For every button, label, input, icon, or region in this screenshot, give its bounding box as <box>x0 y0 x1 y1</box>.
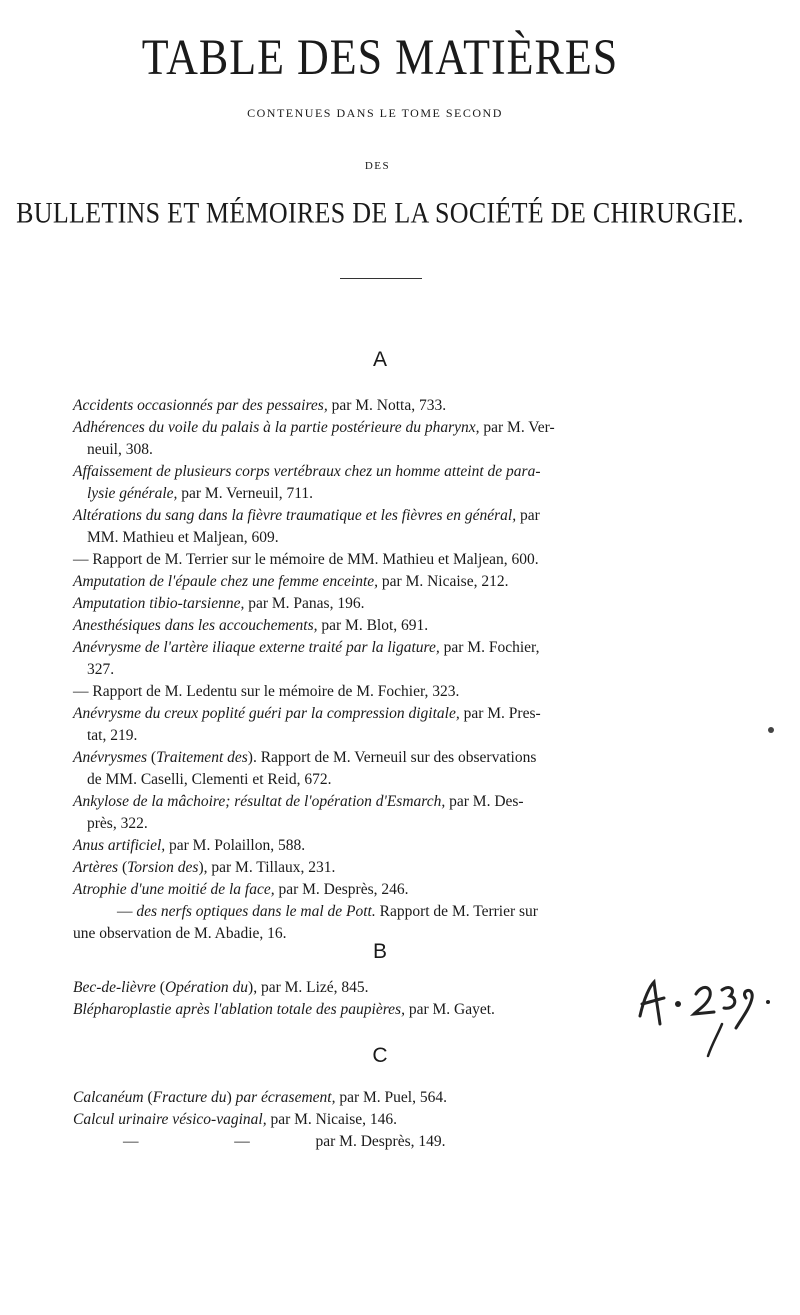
entry-text: 327. <box>87 661 115 678</box>
entry-line <box>73 725 695 747</box>
toc-entry <box>73 505 695 549</box>
toc-entry <box>73 395 695 417</box>
toc-entry <box>73 615 695 637</box>
entry-text: par M. Notta, 733. <box>327 397 447 414</box>
entry-text: ( <box>143 1089 153 1106</box>
entry-italic: Bec-de-lièvre <box>73 979 156 996</box>
entry-italic: Amputation tibio-tarsienne, <box>73 595 245 612</box>
entry-text: ) <box>226 1089 236 1106</box>
toc-entry <box>73 681 695 703</box>
entry-line <box>73 483 695 505</box>
entry-text: ( <box>118 859 128 876</box>
entry-italic: Atrophie d'une moitié de la face, <box>73 881 275 898</box>
toc-entry <box>73 1087 695 1109</box>
entry-line <box>73 505 695 527</box>
entry-text: ). Rapport de M. Verneuil sur des observations <box>247 749 537 766</box>
entry-italic: Adhérences du voile du palais à la partie postérieure du pharynx, <box>73 419 480 436</box>
page-title: TABLE DES MATIÈRES <box>141 29 619 86</box>
entry-italic: Calcul urinaire vésico-vaginal, <box>73 1111 267 1128</box>
entry-line <box>73 461 695 483</box>
entry-line <box>73 879 695 901</box>
entry-italic: Amputation de l'épaule chez une femme enceinte, <box>73 573 379 590</box>
entry-italic: par écrasement, <box>235 1089 336 1106</box>
entry-dash <box>73 901 695 945</box>
toc-entry <box>73 461 695 505</box>
dash-mark: — <box>117 903 133 920</box>
toc-entry <box>73 857 695 879</box>
dash-mark: — <box>123 1133 139 1150</box>
entry-text: de MM. Caselli, Clementi et Reid, 672. <box>87 771 332 788</box>
entry-text: par M. Puel, 564. <box>335 1089 447 1106</box>
entry-text: par M. Des- <box>445 793 524 810</box>
entry-line <box>73 999 695 1021</box>
entry-line <box>73 637 695 659</box>
section-c-entries <box>73 1087 695 1153</box>
entry-text: près, 322. <box>87 815 148 832</box>
section-b-entries <box>73 977 695 1021</box>
entry-italic: Artères <box>73 859 119 876</box>
toc-entry <box>73 835 695 857</box>
entry-text: Rapport de M. Terrier sur <box>375 903 538 920</box>
ink-speck <box>768 727 774 733</box>
toc-entry <box>73 417 695 461</box>
entry-line <box>73 813 695 835</box>
toc-entry <box>73 977 695 999</box>
toc-entry <box>73 593 695 615</box>
entry-text: ), par M. Tillaux, 231. <box>198 859 336 876</box>
entry-text: par M. Ver- <box>479 419 555 436</box>
entry-text: par M. Nicaise, 146. <box>266 1111 398 1128</box>
toc-entry <box>73 703 695 747</box>
entry-text: par M. Desprès, 246. <box>274 881 409 898</box>
entry-text: ( <box>155 979 165 996</box>
entry-italic: Affaissement de plusieurs corps vertébraux chez un homme atteint de para- <box>73 463 541 480</box>
subtitle-line1: CONTENUES DANS LE TOME SECOND <box>247 106 503 120</box>
entry-line <box>73 527 695 549</box>
toc-entry <box>73 571 695 593</box>
entry-line <box>73 1087 695 1109</box>
subtitle-line3: BULLETINS ET MÉMOIRES DE LA SOCIÉTÉ DE CHIRURGIE. <box>16 196 744 230</box>
entry-line <box>73 835 695 857</box>
entry-italic: Altérations du sang dans la fièvre traumatique et les fièvres en général, <box>73 507 517 524</box>
section-a-entries <box>73 395 695 945</box>
entry-line <box>73 659 695 681</box>
entry-text: par M. Desprès, 149. <box>315 1133 446 1150</box>
entry-text: ( <box>147 749 157 766</box>
entry-line <box>73 703 695 725</box>
entry-italic: Accidents occasionnés par des pessaires, <box>73 397 328 414</box>
entry-line <box>73 439 695 461</box>
entry-text: par M. Pres- <box>459 705 541 722</box>
entry-italic: Torsion des <box>127 859 199 876</box>
entry-line <box>73 747 695 769</box>
entry-line <box>73 791 695 813</box>
entry-text: par M. Gayet. <box>404 1001 495 1018</box>
entry-line <box>73 681 695 703</box>
entry-text: par M. Panas, 196. <box>244 595 365 612</box>
toc-entry <box>73 637 695 681</box>
section-letter-b: B <box>372 940 387 963</box>
subtitle-line2: DES <box>364 160 391 172</box>
section-letter-c: C <box>372 1044 388 1067</box>
entry-line <box>73 1109 695 1131</box>
entry-text: ), par M. Lizé, 845. <box>248 979 369 996</box>
entry-line <box>73 395 695 417</box>
entry-text: tat, 219. <box>87 727 138 744</box>
entry-line <box>73 857 695 879</box>
entry-italic: Ankylose de la mâchoire; résultat de l'opération d'Esmarch, <box>73 793 446 810</box>
entry-text: par M. Polaillon, 588. <box>165 837 306 854</box>
entry-text: par <box>516 507 540 524</box>
entry-line <box>73 549 695 571</box>
entry-dash <box>73 1131 695 1153</box>
entry-italic: Calcanéum <box>73 1089 144 1106</box>
entry-italic: Traitement des <box>156 749 248 766</box>
entry-line <box>73 593 695 615</box>
header-divider <box>340 278 422 279</box>
entry-italic: Fracture du <box>152 1089 227 1106</box>
entry-line <box>73 571 695 593</box>
entry-text: une observation de M. Abadie, 16. <box>73 925 287 942</box>
handwritten-annotation <box>632 968 772 1063</box>
entry-text: — Rapport de M. Terrier sur le mémoire de MM. Mathieu et Maljean, 600. <box>73 551 539 568</box>
entry-italic: Opération du <box>164 979 249 996</box>
entry-italic: Blépharoplastie après l'ablation totale des paupières, <box>73 1001 405 1018</box>
dash-mark: — <box>234 1133 250 1150</box>
toc-entry <box>73 879 695 901</box>
entry-italic: Anesthésiques dans les accouchements, <box>73 617 318 634</box>
entry-italic: Anévrysmes <box>73 749 148 766</box>
entry-line <box>73 769 695 791</box>
entry-italic: lysie générale, <box>87 485 178 502</box>
entry-text: neuil, 308. <box>87 441 153 458</box>
entry-italic: des nerfs optiques dans le mal de Pott. <box>132 903 376 920</box>
entry-text: — Rapport de M. Ledentu sur le mémoire de M. Fochier, 323. <box>73 683 460 700</box>
entry-line <box>73 417 695 439</box>
toc-entry <box>73 549 695 571</box>
entry-line <box>73 977 695 999</box>
entry-text: par M. Fochier, <box>439 639 540 656</box>
toc-entry <box>73 791 695 835</box>
toc-entry <box>73 1109 695 1131</box>
entry-text: MM. Mathieu et Maljean, 609. <box>87 529 279 546</box>
entry-text: par M. Blot, 691. <box>317 617 429 634</box>
entry-italic: Anus artificiel, <box>73 837 166 854</box>
entry-italic: Anévrysme de l'artère iliaque externe traité par la ligature, <box>73 639 440 656</box>
entry-text: par M. Nicaise, 212. <box>378 573 509 590</box>
toc-entry <box>73 999 695 1021</box>
section-letter-a: A <box>372 348 387 371</box>
entry-text: par M. Verneuil, 711. <box>177 485 313 502</box>
entry-line <box>73 615 695 637</box>
entry-italic: Anévrysme du creux poplité guéri par la compression digitale, <box>73 705 460 722</box>
toc-entry <box>73 747 695 791</box>
